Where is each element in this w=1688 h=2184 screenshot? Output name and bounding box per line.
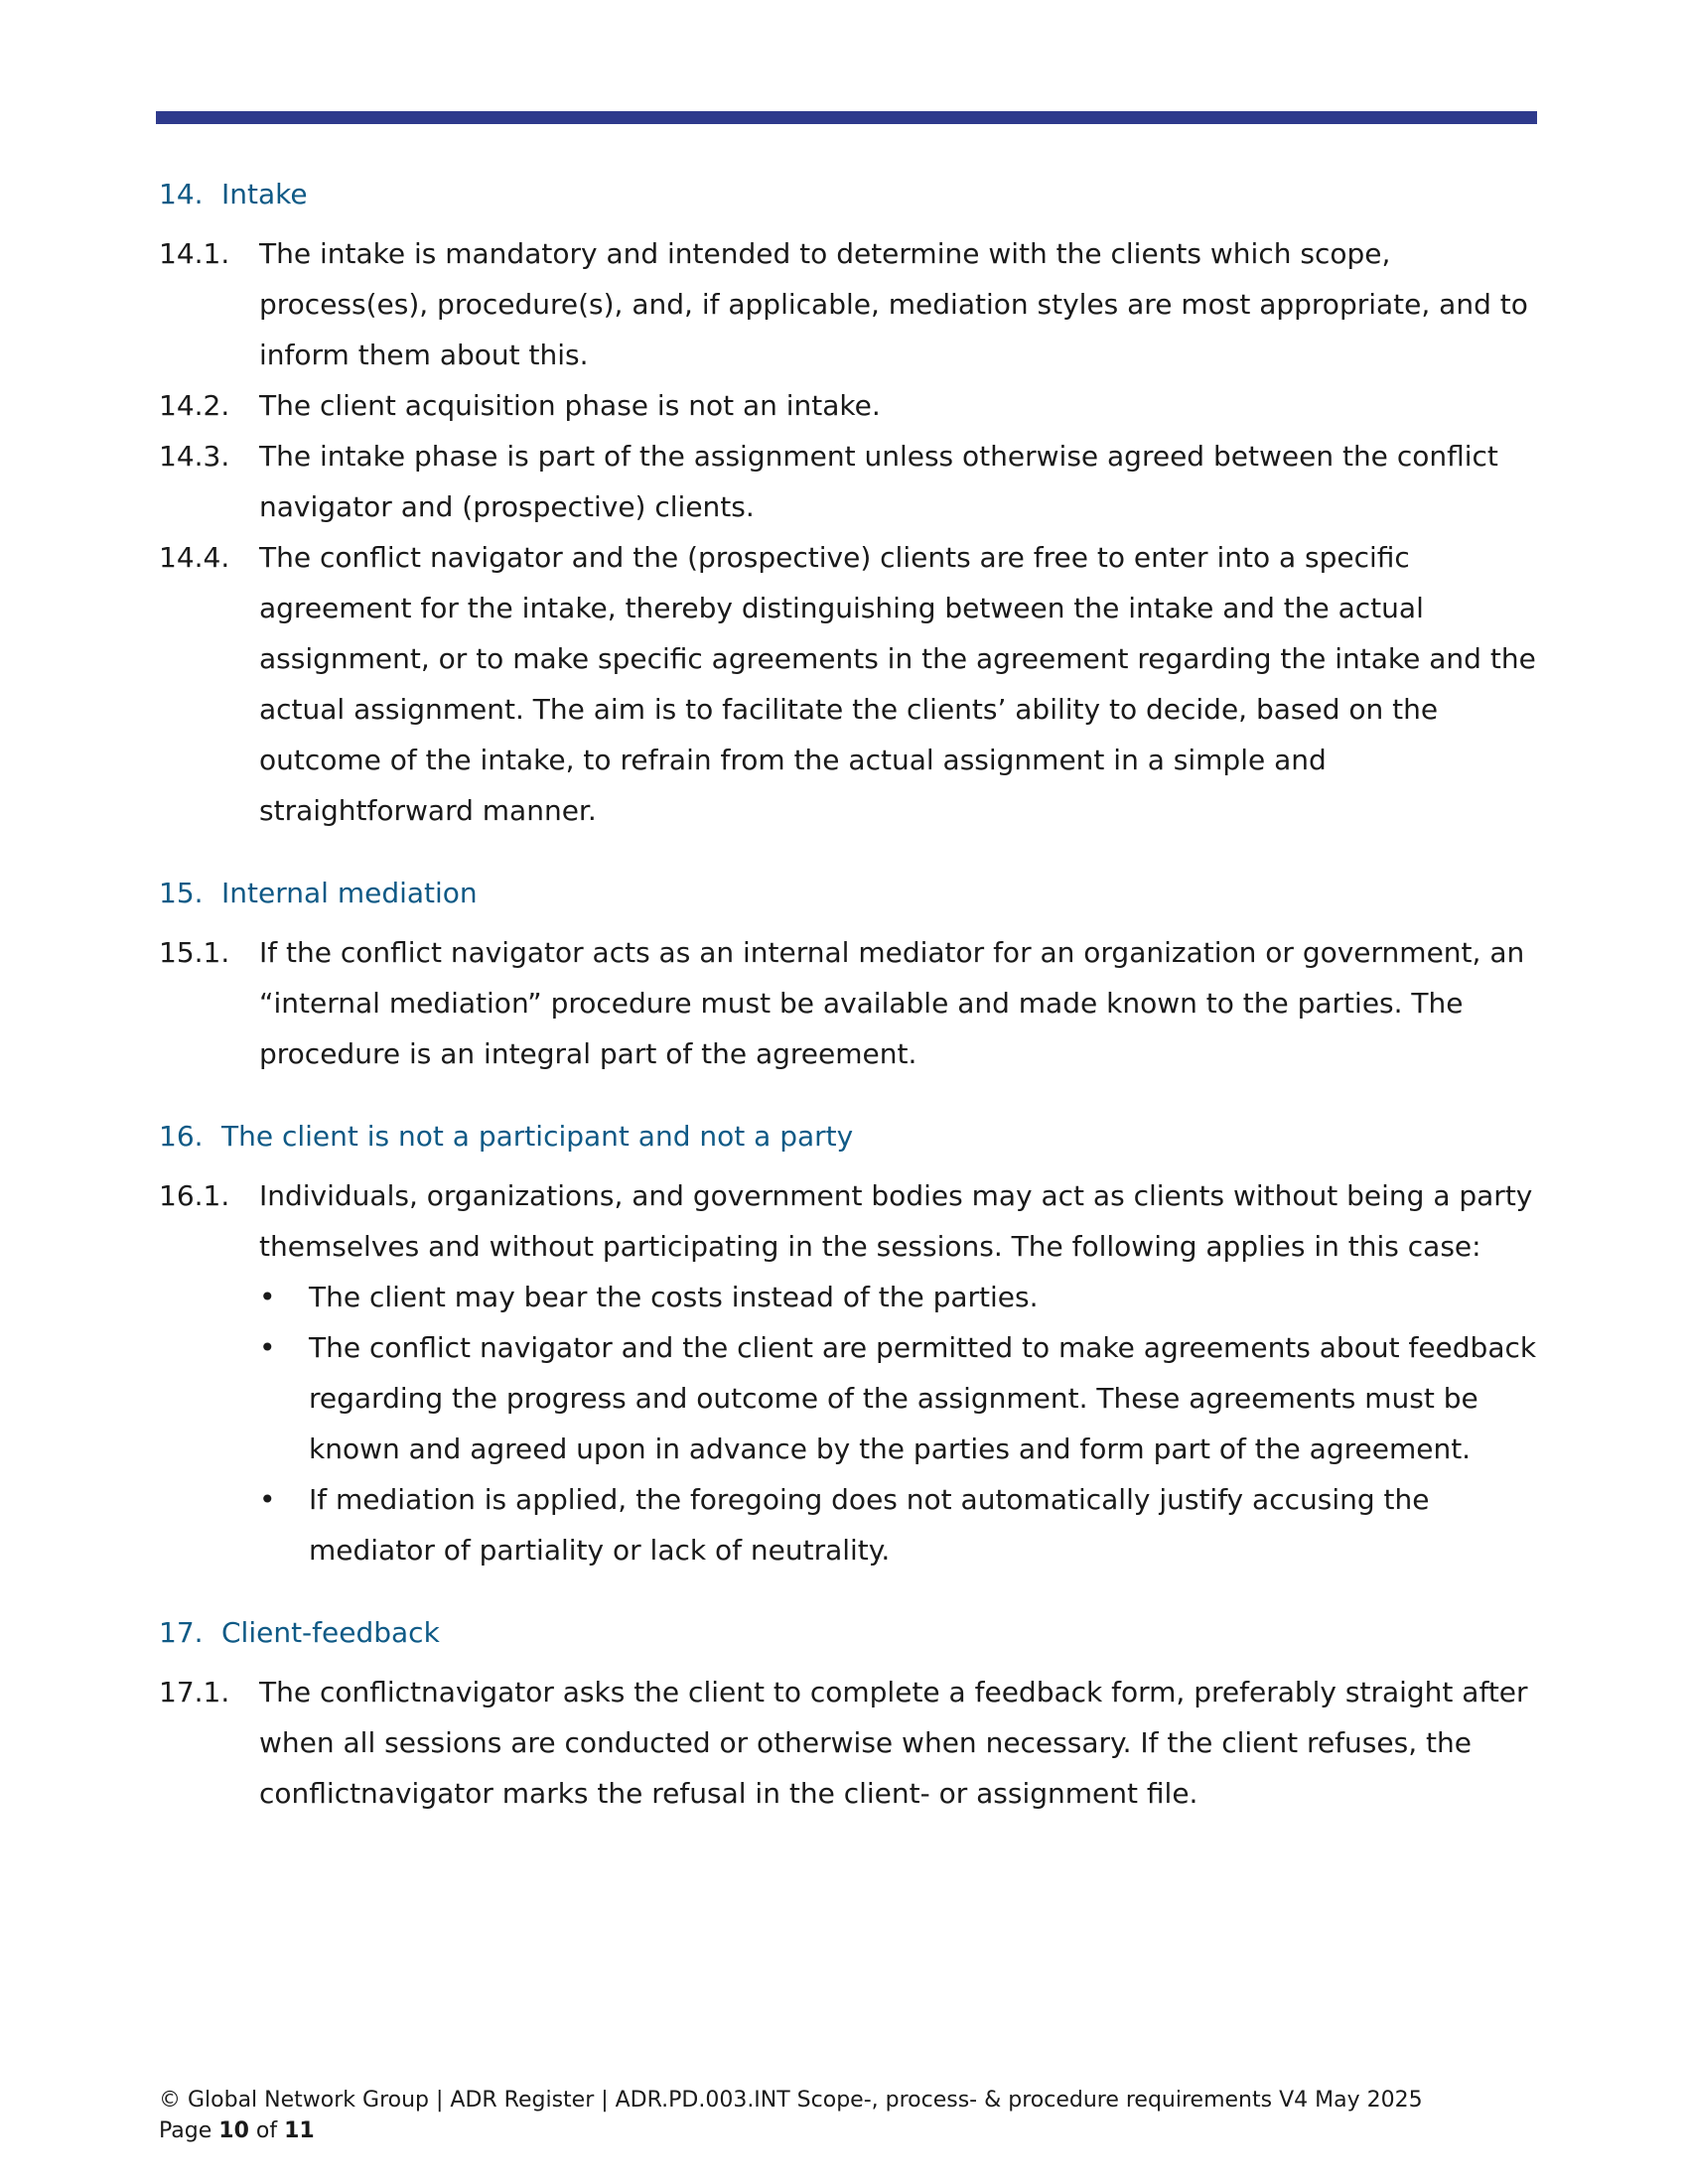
list-item: • The conflict navigator and the client are permitted to make agreements about feedback regarding the progress and outcome of the assignment. These agreements must be known and agreed upon in advance by the parties and form part of the agreement. [259,1331,1537,1465]
clause: 14.2. The client acquisition phase is not an intake. [159,389,881,422]
header-rule [156,111,1537,124]
section-internal-mediation [159,874,1549,1079]
section-heading: 16. The client is not a participant and not a party [159,1120,854,1153]
document-body [159,175,1549,1856]
footer-copyright: © Global Network Group | ADR Register | ADR.PD.003.INT Scope-, process- & procedure requirements V4 May 2025 [159,2088,1423,2113]
clause: 15.1. If the conflict navigator acts as an internal mediator for an organization or government, an “internal mediation” procedure must be available and made known to the parties. The procedure is an integral part of the agreement. [159,936,1525,1070]
list-item: • The client may bear the costs instead of the parties. [259,1281,1039,1313]
section-client-not-participant [159,1117,1549,1575]
clause: 14.4. The conflict navigator and the (prospective) clients are free to enter into a specific agreement for the intake, thereby distinguishing between the intake and the actual assignment, or to make specific agreements in the agreement regarding the intake and the actual assignment. The aim is to facilitate the clients’ ability to decide, based on the outcome of the intake, to refrain from the actual assignment in a simple and straightforward manner. [159,541,1536,827]
list-item: • If mediation is applied, the foregoing does not automatically justify accusing the mediator of partiality or lack of neutrality. [259,1483,1430,1567]
clause: 16.1. Individuals, organizations, and government bodies may act as clients without being a party themselves and without participating in the sessions. The following applies in this case: • The client may bear the costs instead of the parties. • The conflict navigator and the client are permitted to make agreements about feedback regarding the progress and outcome of the assignment. These agreements must be known and agreed upon in advance by the parties and form part of the agreement. • If mediation is applied, the foregoing does not automatically justify accusing the mediator of partiality or lack of neutrality. [159,1170,1549,1575]
section-heading: 17. Client-feedback [159,1616,440,1649]
clause: 14.3. The intake phase is part of the assignment unless otherwise agreed between the conflict navigator and (prospective) clients. [159,440,1498,523]
section-intake [159,175,1549,836]
section-heading: 14. Intake [159,178,308,210]
page-number: Page 10 of 11 [159,2118,315,2143]
clause: 17.1. The conflictnavigator asks the client to complete a feedback form, preferably straight after when all sessions are conducted or otherwise when necessary. If the client refuses, the conflictnavigator marks the refusal in the client- or assignment file. [159,1676,1528,1810]
page-footer [159,2085,1423,2146]
section-client-feedback [159,1613,1549,1819]
section-heading: 15. Internal mediation [159,877,478,909]
bullet-list [259,1272,1549,1575]
clause: 14.1. The intake is mandatory and intended to determine with the clients which scope, process(es), procedure(s), and, if applicable, mediation styles are most appropriate, and to inform them about this. [159,237,1528,371]
